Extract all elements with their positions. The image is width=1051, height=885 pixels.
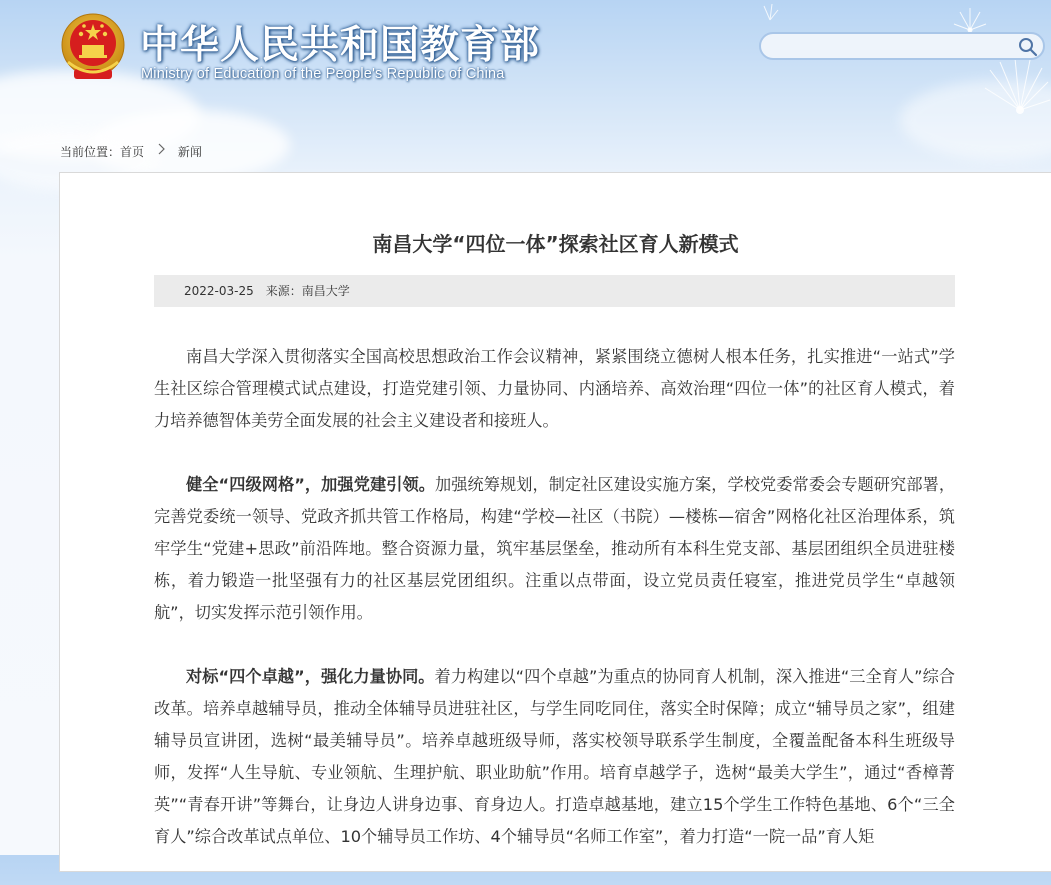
article-paragraph (154, 341, 955, 437)
article-source: 来源：南昌大学 (265, 284, 350, 298)
site-subtitle: Ministry of Education of the People's Republic of China (141, 66, 505, 82)
paragraph-lead: 健全“四级网格”，加强党建引领。 (186, 475, 435, 494)
article-meta (154, 275, 955, 307)
paragraph-text: 加强统筹规划，制定社区建设实施方案，学校党委常委会专题研究部署，完善党委统一领导、党政齐抓共管工作格局，构建“学校—社区（书院）—楼栋—宿舍”网格化社区治理体系，筑牢学生“党建+思政”前沿阵地。整合资源力量，筑牢基层堡垒，推动所有本科生党支部、基层团组织全员进驻楼栋，着力锻造一批坚强有力的社区基层党团组织。注重以点带面，设立党员责任寝室，推进党员学生“卓越领航”，切实发挥示范引领作用。 (154, 475, 956, 622)
paragraph-text: 着力构建以“四个卓越”为重点的协同育人机制，深入推进“三全育人”综合改革。培养卓越辅导员，推动全体辅导员进驻社区，与学生同吃同住，落实全时保障；成立“辅导员之家”，组建辅导员宣讲团，选树“最美辅导员”。培养卓越班级导师，落实校领导联系学生制度，全覆盖配备本科生班级导师，发挥“人生导航、专业领航、生理护航、职业助航”作用。培育卓越学子，选树“最美大学生”，通过“香樟菁英”“青春开讲”等舞台，让身边人讲身边事、育身边人。打造卓越基地，建立15个学生工作特色基地、6个“三全育人”综合改革试点单位、10个辅导员工作坊、4个辅导员“名师工作室”，着力打造“一院一品”育人矩 (154, 667, 955, 846)
article-body (154, 341, 955, 885)
search-icon[interactable] (1017, 36, 1039, 58)
article-title: 南昌大学“四位一体”探索社区育人新模式 (372, 232, 739, 256)
site-header (0, 0, 1051, 140)
search-box[interactable] (759, 32, 1045, 60)
chevron-right-icon (156, 143, 168, 155)
site-title[interactable]: 中华人民共和国教育部 (140, 23, 541, 68)
breadcrumb-current: 新闻 (177, 145, 202, 159)
national-emblem-icon[interactable] (60, 12, 126, 84)
article-paragraph (154, 661, 955, 853)
article-container (59, 172, 1051, 872)
breadcrumb-prefix: 当前位置： (60, 145, 121, 159)
breadcrumb-home-link[interactable]: 首页 (120, 145, 145, 159)
breadcrumb (60, 143, 202, 160)
article-paragraph (154, 469, 955, 629)
paragraph-text: 南昌大学深入贯彻落实全国高校思想政治工作会议精神，紧紧围绕立德树人根本任务，扎实推进“一站式”学生社区综合管理模式试点建设，打造党建引领、力量协同、内涵培养、高效治理“四位一体”的社区育人模式，着力培养德智体美劳全面发展的社会主义建设者和接班人。 (154, 347, 955, 430)
search-input[interactable] (771, 36, 1015, 58)
article-date: 2022-03-25 (184, 284, 254, 298)
paragraph-lead: 对标“四个卓越”，强化力量协同。 (186, 667, 435, 686)
